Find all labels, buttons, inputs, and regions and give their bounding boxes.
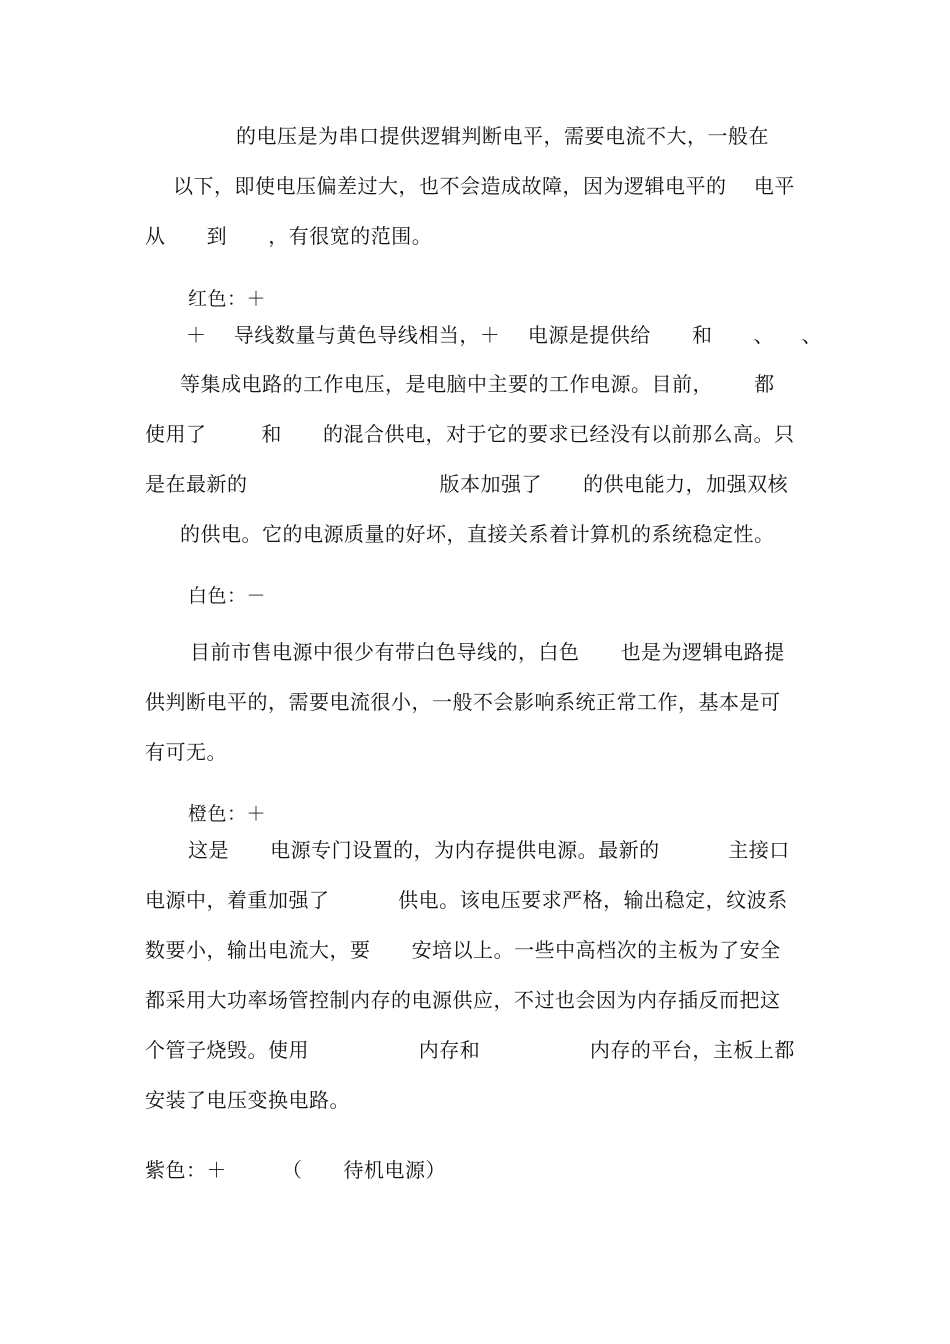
paragraph-line: 使用了 和 的混合供电，对于它的要求已经没有以前那么高。只 [145, 422, 795, 446]
paragraph-line: 从 到 ，有很宽的范围。 [145, 224, 433, 248]
paragraph-line: 这是 电源专门设置的，为内存提供电源。最新的 主接口 [188, 838, 790, 862]
paragraph-line: 有可无。 [145, 740, 227, 764]
paragraph-line: 是在最新的 版本加强了 的供电能力，加强双核 [145, 472, 789, 496]
section-heading-white: 白色：－ [188, 585, 267, 607]
paragraph-line: 的电压是为串口提供逻辑判断电平，需要电流不大，一般在 [236, 124, 769, 148]
section-heading-orange: 橙色：＋ [188, 803, 267, 825]
paragraph-line: 的供电。它的电源质量的好坏，直接关系着计算机的系统稳定性。 [180, 522, 775, 546]
paragraph-line: 等集成电路的工作电压，是电脑中主要的工作电源。目前， 都 [180, 372, 775, 396]
paragraph-line: 个管子烧毁。使用 内存和 内存的平台，主板上都 [145, 1038, 795, 1062]
section-heading-purple: 紫色：＋ （ 待机电源） [145, 1158, 447, 1182]
paragraph-line: ＋ 导线数量与黄色导线相当，＋ 电源是提供给 和 、 、 [186, 323, 823, 347]
paragraph-line: 都采用大功率场管控制内存的电源供应，不过也会因为内存插反而把这 [145, 988, 781, 1012]
paragraph-line: 目前市售电源中很少有带白色导线的，白色 也是为逻辑电路提 [190, 640, 785, 664]
section-heading-red: 红色：＋ [188, 288, 267, 310]
paragraph-line: 供判断电平的，需要电流很小，一般不会影响系统正常工作，基本是可 [145, 690, 781, 714]
paragraph-line: 电源中，着重加强了 供电。该电压要求严格，输出稳定，纹波系 [145, 888, 788, 912]
paragraph-line: 以下，即使电压偏差过大，也不会造成故障，因为逻辑电平的 电平 [173, 174, 795, 198]
paragraph-line: 数要小，输出电流大，要 安培以上。一些中高档次的主板为了安全 [145, 938, 781, 962]
paragraph-line: 安装了电压变换电路。 [145, 1088, 350, 1112]
